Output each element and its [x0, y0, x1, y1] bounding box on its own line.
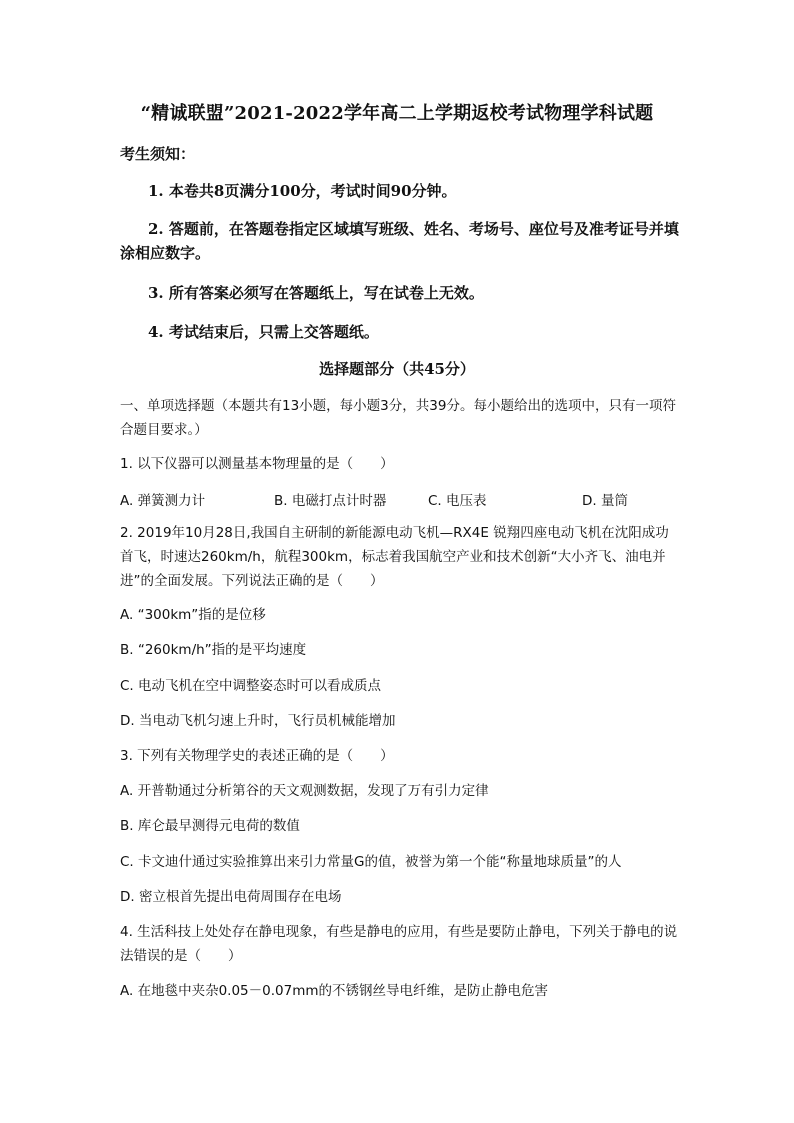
option-c: C. 电压表	[428, 493, 487, 509]
notice-item: 2. 答题前，在答题卷指定区域填写班级、姓名、考场号、座位号及准考证号并填涂相应数字。	[120, 220, 679, 262]
option-b: B. 电磁打点计时器	[274, 493, 387, 509]
exam-title: “精诚联盟”2021-2022学年高二上学期返校考试物理学科试题	[140, 103, 654, 124]
question-stem: 3. 下列有关物理学史的表述正确的是（ ）	[120, 748, 394, 764]
option-b: B. 库仑最早测得元电荷的数值	[120, 818, 300, 834]
question-stem: 4. 生活科技上处处存在静电现象，有些是静电的应用，有些是要防止静电，下列关于静电的说法错误的是（ ）	[120, 924, 678, 964]
option-a: A. 弹簧测力计	[120, 493, 206, 509]
option-d: D. 量筒	[582, 493, 628, 509]
option-d: D. 当电动飞机匀速上升时，飞行员机械能增加	[120, 713, 396, 729]
option-c: C. 电动飞机在空中调整姿态时可以看成质点	[120, 678, 382, 694]
question-stem: 2. 2019年10月28日,我国自主研制的新能源电动飞机—RX4E 锐翔四座电动飞机在沈阳成功首飞，时速达260km/h，航程300km，标志着我国航空产业和技术创新“大小齐飞、油电并进”的全面发展。下列说法正确的是（ ）	[120, 525, 669, 589]
option-a: A. 开普勒通过分析第谷的天文观测数据，发现了万有引力定律	[120, 783, 489, 799]
option-b: B. “260km/h”指的是平均速度	[120, 642, 307, 658]
notice-item: 4. 考试结束后，只需上交答题纸。	[148, 323, 379, 341]
option-c: C. 卡文迪什通过实验推算出来引力常量G的值，被誉为第一个能“称量地球质量”的人	[120, 854, 622, 870]
option-a: A. 在地毯中夹杂0.05－0.07mm的不锈钢丝导电纤维，是防止静电危害	[120, 983, 548, 999]
question-stem: 1. 以下仪器可以测量基本物理量的是（ ）	[120, 456, 394, 472]
section-instructions: 一、单项选择题（本题共有13小题，每小题3分，共39分。每小题给出的选项中，只有一项符合题目要求。）	[120, 398, 676, 438]
notice-item: 3. 所有答案必须写在答题纸上，写在试卷上无效。	[148, 284, 484, 302]
section-heading: 选择题部分（共45分）	[319, 360, 475, 378]
option-a: A. “300km”指的是位移	[120, 607, 266, 623]
notice-heading: 考生须知：	[120, 145, 196, 163]
option-d: D. 密立根首先提出电荷周围存在电场	[120, 889, 342, 905]
notice-item: 1. 本卷共8页满分100分，考试时间90分钟。	[148, 182, 457, 200]
